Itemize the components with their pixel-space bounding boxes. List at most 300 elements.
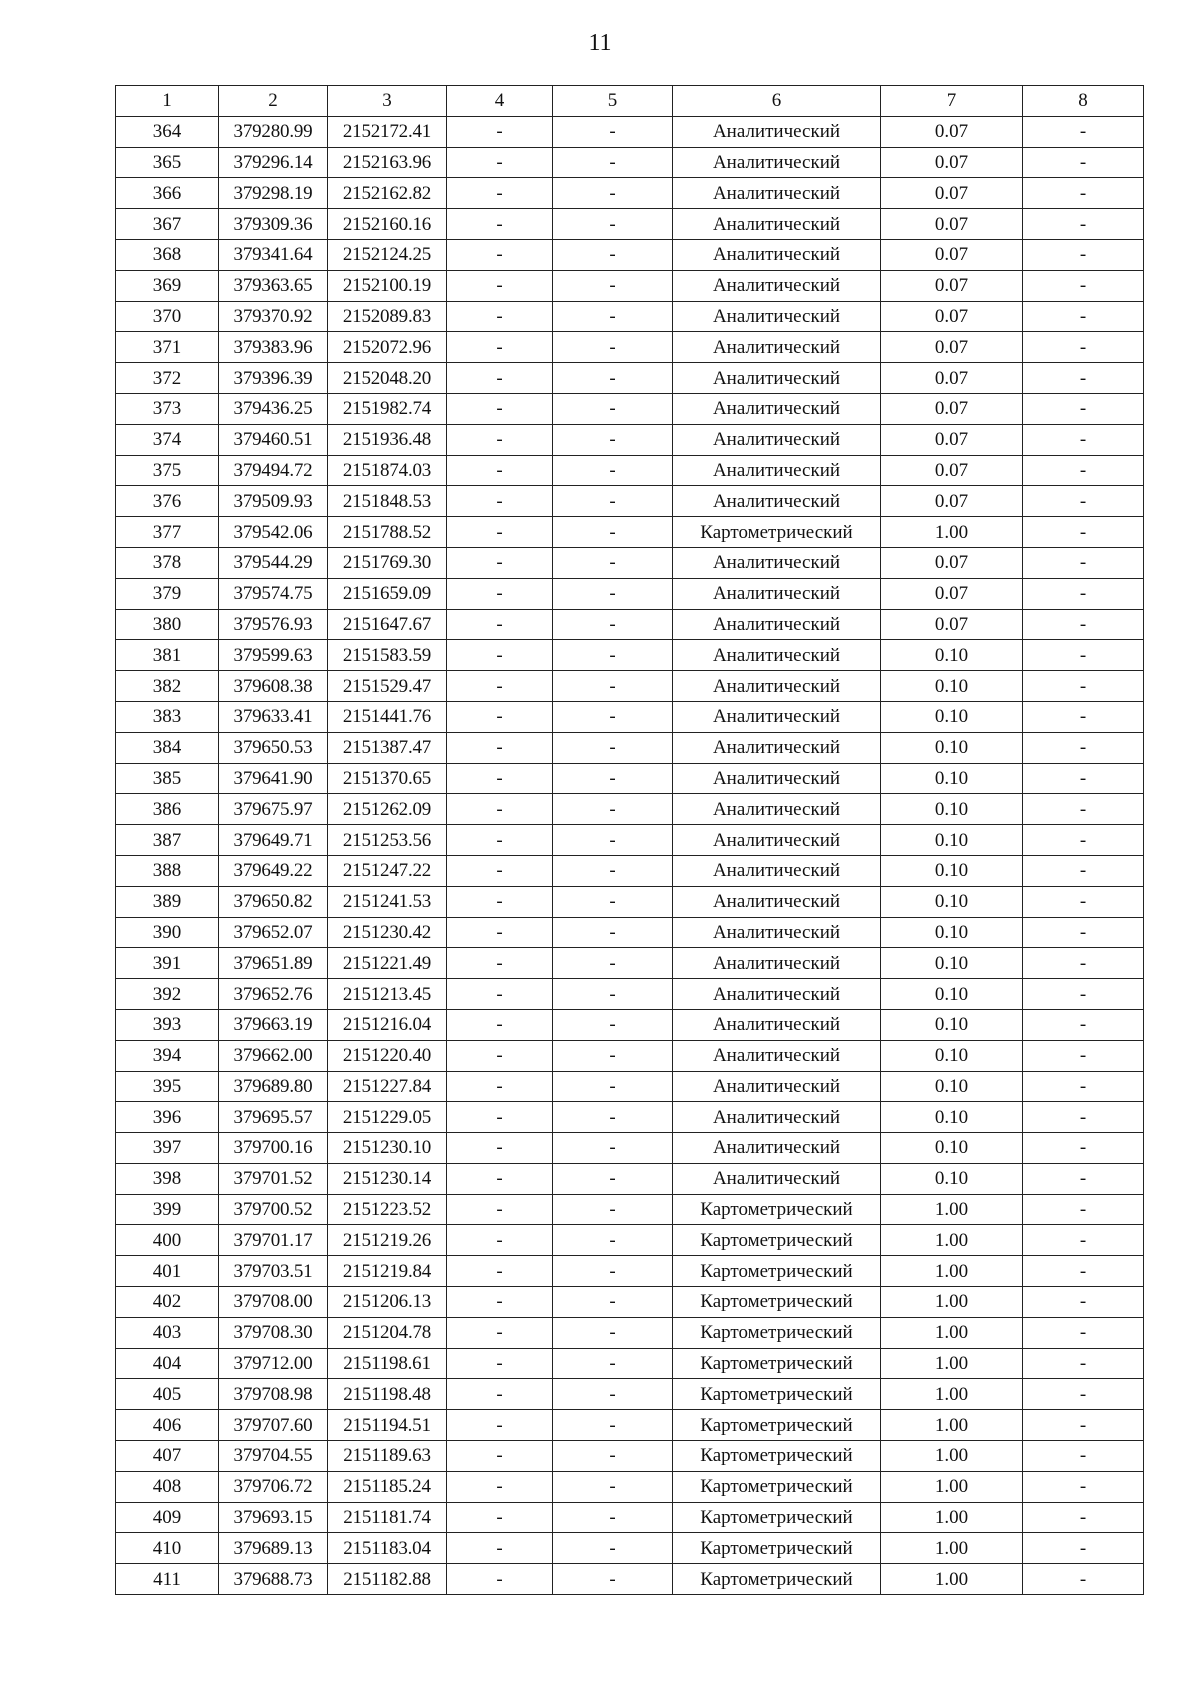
col8-cell: - [1023,732,1144,763]
y-coordinate-cell: 2151441.76 [328,701,447,732]
point-number-cell: 398 [116,1163,219,1194]
y-coordinate-cell: 2152089.83 [328,301,447,332]
col8-cell: - [1023,1471,1144,1502]
x-coordinate-cell: 379633.41 [219,701,328,732]
col5-cell: - [553,147,673,178]
col4-cell: - [447,948,553,979]
point-number-cell: 370 [116,301,219,332]
col8-cell: - [1023,1533,1144,1564]
column-header: 2 [219,86,328,117]
col5-cell: - [553,1225,673,1256]
y-coordinate-cell: 2151982.74 [328,393,447,424]
point-number-cell: 404 [116,1348,219,1379]
col5-cell: - [553,301,673,332]
col4-cell: - [447,270,553,301]
col8-cell: - [1023,948,1144,979]
y-coordinate-cell: 2151216.04 [328,1009,447,1040]
table-header-row [116,86,1144,117]
column-header: 8 [1023,86,1144,117]
col5-cell: - [553,1256,673,1287]
col8-cell: - [1023,178,1144,209]
col8-cell: - [1023,486,1144,517]
method-cell: Аналитический [673,578,881,609]
method-cell: Аналитический [673,855,881,886]
table-row [116,455,1144,486]
method-cell: Аналитический [673,301,881,332]
table-row [116,917,1144,948]
point-number-cell: 365 [116,147,219,178]
x-coordinate-cell: 379650.53 [219,732,328,763]
y-coordinate-cell: 2151583.59 [328,640,447,671]
point-number-cell: 384 [116,732,219,763]
point-number-cell: 408 [116,1471,219,1502]
point-number-cell: 399 [116,1194,219,1225]
col5-cell: - [553,455,673,486]
col4-cell: - [447,147,553,178]
accuracy-cell: 0.10 [881,1163,1023,1194]
x-coordinate-cell: 379707.60 [219,1410,328,1441]
accuracy-cell: 1.00 [881,1441,1023,1472]
accuracy-cell: 0.07 [881,424,1023,455]
col5-cell: - [553,578,673,609]
x-coordinate-cell: 379708.98 [219,1379,328,1410]
col4-cell: - [447,301,553,332]
method-cell: Аналитический [673,116,881,147]
method-cell: Аналитический [673,178,881,209]
accuracy-cell: 1.00 [881,1194,1023,1225]
accuracy-cell: 0.10 [881,886,1023,917]
accuracy-cell: 0.10 [881,979,1023,1010]
y-coordinate-cell: 2151788.52 [328,517,447,548]
point-number-cell: 391 [116,948,219,979]
x-coordinate-cell: 379296.14 [219,147,328,178]
col4-cell: - [447,1471,553,1502]
col5-cell: - [553,486,673,517]
y-coordinate-cell: 2151229.05 [328,1102,447,1133]
col5-cell: - [553,1287,673,1318]
method-cell: Аналитический [673,1071,881,1102]
method-cell: Аналитический [673,640,881,671]
point-number-cell: 410 [116,1533,219,1564]
point-number-cell: 387 [116,825,219,856]
col4-cell: - [447,239,553,270]
method-cell: Картометрический [673,1317,881,1348]
y-coordinate-cell: 2151529.47 [328,671,447,702]
y-coordinate-cell: 2151247.22 [328,855,447,886]
col5-cell: - [553,1471,673,1502]
table-row [116,1071,1144,1102]
column-header: 5 [553,86,673,117]
y-coordinate-cell: 2151230.10 [328,1133,447,1164]
col8-cell: - [1023,640,1144,671]
col4-cell: - [447,1071,553,1102]
col5-cell: - [553,1133,673,1164]
table-row [116,1163,1144,1194]
col4-cell: - [447,855,553,886]
col5-cell: - [553,886,673,917]
table-row [116,1133,1144,1164]
col8-cell: - [1023,1379,1144,1410]
point-number-cell: 406 [116,1410,219,1441]
table-row [116,393,1144,424]
table-row [116,147,1144,178]
point-number-cell: 379 [116,578,219,609]
x-coordinate-cell: 379341.64 [219,239,328,270]
col8-cell: - [1023,301,1144,332]
x-coordinate-cell: 379280.99 [219,116,328,147]
col8-cell: - [1023,393,1144,424]
table-row [116,640,1144,671]
table-row [116,886,1144,917]
accuracy-cell: 0.07 [881,332,1023,363]
accuracy-cell: 0.07 [881,547,1023,578]
y-coordinate-cell: 2151227.84 [328,1071,447,1102]
x-coordinate-cell: 379662.00 [219,1040,328,1071]
col4-cell: - [447,671,553,702]
point-number-cell: 382 [116,671,219,702]
col5-cell: - [553,270,673,301]
x-coordinate-cell: 379649.22 [219,855,328,886]
col5-cell: - [553,1040,673,1071]
col5-cell: - [553,1102,673,1133]
col8-cell: - [1023,917,1144,948]
y-coordinate-cell: 2151181.74 [328,1502,447,1533]
accuracy-cell: 0.10 [881,917,1023,948]
col8-cell: - [1023,825,1144,856]
table-row [116,948,1144,979]
table-row [116,794,1144,825]
col4-cell: - [447,486,553,517]
col8-cell: - [1023,979,1144,1010]
y-coordinate-cell: 2151189.63 [328,1441,447,1472]
table-row [116,1256,1144,1287]
point-number-cell: 403 [116,1317,219,1348]
col4-cell: - [447,794,553,825]
col8-cell: - [1023,763,1144,794]
col5-cell: - [553,763,673,794]
x-coordinate-cell: 379689.13 [219,1533,328,1564]
table-row [116,517,1144,548]
table-row [116,270,1144,301]
x-coordinate-cell: 379599.63 [219,640,328,671]
accuracy-cell: 0.07 [881,178,1023,209]
x-coordinate-cell: 379663.19 [219,1009,328,1040]
col4-cell: - [447,1256,553,1287]
accuracy-cell: 1.00 [881,1379,1023,1410]
point-number-cell: 407 [116,1441,219,1472]
point-number-cell: 373 [116,393,219,424]
point-number-cell: 369 [116,270,219,301]
table-row [116,1502,1144,1533]
table-row [116,363,1144,394]
accuracy-cell: 0.10 [881,1009,1023,1040]
col4-cell: - [447,332,553,363]
col8-cell: - [1023,701,1144,732]
col5-cell: - [553,1071,673,1102]
table-row [116,1348,1144,1379]
col8-cell: - [1023,116,1144,147]
col4-cell: - [447,1225,553,1256]
col4-cell: - [447,517,553,548]
method-cell: Аналитический [673,363,881,394]
col8-cell: - [1023,1410,1144,1441]
table-row [116,178,1144,209]
method-cell: Аналитический [673,794,881,825]
col4-cell: - [447,578,553,609]
col5-cell: - [553,732,673,763]
col5-cell: - [553,609,673,640]
x-coordinate-cell: 379383.96 [219,332,328,363]
col8-cell: - [1023,1317,1144,1348]
table-row [116,1225,1144,1256]
col4-cell: - [447,1410,553,1441]
col4-cell: - [447,1163,553,1194]
method-cell: Аналитический [673,486,881,517]
x-coordinate-cell: 379509.93 [219,486,328,517]
col8-cell: - [1023,1564,1144,1595]
x-coordinate-cell: 379436.25 [219,393,328,424]
column-header: 7 [881,86,1023,117]
accuracy-cell: 0.07 [881,455,1023,486]
x-coordinate-cell: 379700.16 [219,1133,328,1164]
col4-cell: - [447,455,553,486]
table-row [116,701,1144,732]
col4-cell: - [447,547,553,578]
y-coordinate-cell: 2151659.09 [328,578,447,609]
y-coordinate-cell: 2151262.09 [328,794,447,825]
point-number-cell: 395 [116,1071,219,1102]
accuracy-cell: 0.10 [881,1040,1023,1071]
table-row [116,116,1144,147]
accuracy-cell: 1.00 [881,1348,1023,1379]
x-coordinate-cell: 379650.82 [219,886,328,917]
x-coordinate-cell: 379708.30 [219,1317,328,1348]
accuracy-cell: 0.07 [881,270,1023,301]
accuracy-cell: 0.10 [881,1133,1023,1164]
table-body [116,116,1144,1594]
table-row [116,578,1144,609]
accuracy-cell: 1.00 [881,1564,1023,1595]
y-coordinate-cell: 2152162.82 [328,178,447,209]
col5-cell: - [553,979,673,1010]
column-header: 3 [328,86,447,117]
y-coordinate-cell: 2152160.16 [328,209,447,240]
col5-cell: - [553,948,673,979]
col8-cell: - [1023,547,1144,578]
col5-cell: - [553,671,673,702]
x-coordinate-cell: 379608.38 [219,671,328,702]
point-number-cell: 385 [116,763,219,794]
y-coordinate-cell: 2151370.65 [328,763,447,794]
col4-cell: - [447,1502,553,1533]
table-row [116,1533,1144,1564]
method-cell: Картометрический [673,1348,881,1379]
col5-cell: - [553,1441,673,1472]
column-header: 1 [116,86,219,117]
col5-cell: - [553,178,673,209]
col4-cell: - [447,825,553,856]
x-coordinate-cell: 379704.55 [219,1441,328,1472]
col8-cell: - [1023,209,1144,240]
table-row [116,547,1144,578]
col5-cell: - [553,1317,673,1348]
col8-cell: - [1023,1256,1144,1287]
point-number-cell: 392 [116,979,219,1010]
accuracy-cell: 0.07 [881,393,1023,424]
y-coordinate-cell: 2152048.20 [328,363,447,394]
col4-cell: - [447,1040,553,1071]
col4-cell: - [447,1379,553,1410]
col4-cell: - [447,209,553,240]
x-coordinate-cell: 379651.89 [219,948,328,979]
method-cell: Аналитический [673,147,881,178]
accuracy-cell: 1.00 [881,1533,1023,1564]
table-row [116,424,1144,455]
col5-cell: - [553,517,673,548]
accuracy-cell: 0.10 [881,1102,1023,1133]
col8-cell: - [1023,1071,1144,1102]
method-cell: Аналитический [673,917,881,948]
col8-cell: - [1023,671,1144,702]
table-row [116,1009,1144,1040]
accuracy-cell: 0.07 [881,147,1023,178]
col8-cell: - [1023,1225,1144,1256]
col8-cell: - [1023,147,1144,178]
col4-cell: - [447,609,553,640]
x-coordinate-cell: 379396.39 [219,363,328,394]
x-coordinate-cell: 379494.72 [219,455,328,486]
method-cell: Картометрический [673,1287,881,1318]
method-cell: Аналитический [673,763,881,794]
y-coordinate-cell: 2151182.88 [328,1564,447,1595]
y-coordinate-cell: 2151204.78 [328,1317,447,1348]
accuracy-cell: 0.07 [881,301,1023,332]
col4-cell: - [447,1287,553,1318]
col4-cell: - [447,886,553,917]
point-number-cell: 367 [116,209,219,240]
y-coordinate-cell: 2152100.19 [328,270,447,301]
col5-cell: - [553,1410,673,1441]
accuracy-cell: 0.07 [881,609,1023,640]
y-coordinate-cell: 2151194.51 [328,1410,447,1441]
accuracy-cell: 0.10 [881,671,1023,702]
method-cell: Аналитический [673,979,881,1010]
col5-cell: - [553,640,673,671]
y-coordinate-cell: 2151230.14 [328,1163,447,1194]
accuracy-cell: 1.00 [881,517,1023,548]
table-row [116,239,1144,270]
col4-cell: - [447,1441,553,1472]
y-coordinate-cell: 2151220.40 [328,1040,447,1071]
method-cell: Аналитический [673,455,881,486]
method-cell: Аналитический [673,332,881,363]
point-number-cell: 364 [116,116,219,147]
col8-cell: - [1023,1441,1144,1472]
point-number-cell: 390 [116,917,219,948]
y-coordinate-cell: 2151848.53 [328,486,447,517]
method-cell: Аналитический [673,1133,881,1164]
accuracy-cell: 0.07 [881,239,1023,270]
point-number-cell: 388 [116,855,219,886]
method-cell: Картометрический [673,1256,881,1287]
method-cell: Картометрический [673,1194,881,1225]
table-row [116,301,1144,332]
point-number-cell: 375 [116,455,219,486]
col8-cell: - [1023,270,1144,301]
col8-cell: - [1023,1502,1144,1533]
col8-cell: - [1023,363,1144,394]
point-number-cell: 411 [116,1564,219,1595]
accuracy-cell: 0.10 [881,640,1023,671]
col5-cell: - [553,1194,673,1225]
accuracy-cell: 1.00 [881,1317,1023,1348]
col8-cell: - [1023,1287,1144,1318]
col5-cell: - [553,547,673,578]
x-coordinate-cell: 379576.93 [219,609,328,640]
method-cell: Аналитический [673,671,881,702]
col5-cell: - [553,1564,673,1595]
x-coordinate-cell: 379675.97 [219,794,328,825]
col8-cell: - [1023,1163,1144,1194]
x-coordinate-cell: 379370.92 [219,301,328,332]
method-cell: Аналитический [673,239,881,270]
table-row [116,855,1144,886]
x-coordinate-cell: 379652.76 [219,979,328,1010]
y-coordinate-cell: 2151769.30 [328,547,447,578]
col4-cell: - [447,116,553,147]
col5-cell: - [553,1533,673,1564]
col8-cell: - [1023,1133,1144,1164]
col5-cell: - [553,1348,673,1379]
point-number-cell: 380 [116,609,219,640]
x-coordinate-cell: 379544.29 [219,547,328,578]
col4-cell: - [447,732,553,763]
table-row [116,332,1144,363]
col8-cell: - [1023,794,1144,825]
col5-cell: - [553,424,673,455]
accuracy-cell: 0.10 [881,1071,1023,1102]
accuracy-cell: 0.07 [881,578,1023,609]
col4-cell: - [447,917,553,948]
table-row [116,209,1144,240]
method-cell: Аналитический [673,701,881,732]
col8-cell: - [1023,1040,1144,1071]
col4-cell: - [447,363,553,394]
col8-cell: - [1023,424,1144,455]
y-coordinate-cell: 2151183.04 [328,1533,447,1564]
col5-cell: - [553,1379,673,1410]
col4-cell: - [447,763,553,794]
accuracy-cell: 0.07 [881,486,1023,517]
x-coordinate-cell: 379542.06 [219,517,328,548]
method-cell: Картометрический [673,517,881,548]
method-cell: Аналитический [673,886,881,917]
point-number-cell: 402 [116,1287,219,1318]
point-number-cell: 377 [116,517,219,548]
col8-cell: - [1023,1009,1144,1040]
y-coordinate-cell: 2152124.25 [328,239,447,270]
x-coordinate-cell: 379298.19 [219,178,328,209]
y-coordinate-cell: 2152072.96 [328,332,447,363]
method-cell: Картометрический [673,1225,881,1256]
col4-cell: - [447,1348,553,1379]
col4-cell: - [447,1533,553,1564]
col8-cell: - [1023,455,1144,486]
x-coordinate-cell: 379701.52 [219,1163,328,1194]
col8-cell: - [1023,1194,1144,1225]
method-cell: Аналитический [673,209,881,240]
point-number-cell: 401 [116,1256,219,1287]
